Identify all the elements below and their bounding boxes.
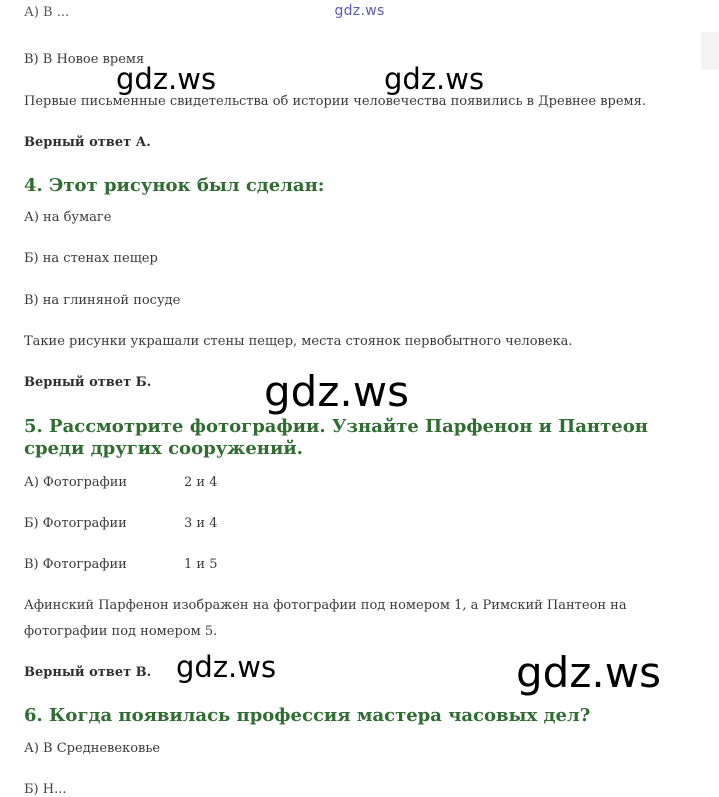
watermark: gdz.ws [516,648,661,697]
q5-option-a-value: 2 и 4 [184,475,218,490]
cut-off-text-top: А) В ... [24,5,70,20]
q5-option-c-label: В) Фотографии [24,557,127,572]
q4-answer: Верный ответ Б. [24,375,152,390]
site-logo: gdz.ws [334,3,385,19]
q5-option-b-value: 3 и 4 [184,516,218,531]
q3-option-c: В) В Новое время [24,52,145,67]
q5-option-c [24,552,217,578]
scroll-handle[interactable] [701,32,719,70]
q4-option-b: Б) на стенах пещер [24,251,158,266]
watermark: gdz.ws [176,650,277,684]
watermark: gdz.ws [116,62,217,96]
q5-option-b [24,511,217,537]
q5-answer: Верный ответ В. [24,665,152,680]
q5-option-a [24,470,217,496]
q5-option-c-value: 1 и 5 [184,557,218,572]
q5-title: 5. Рассмотрите фотографии. Узнайте Парфенон и Пантеон среди других сооружений. [24,416,648,459]
cut-off-text-bottom: Б) Н... [24,782,67,797]
q4-title: 4. Этот рисунок был сделан: [24,175,325,196]
q5-option-b-label: Б) Фотографии [24,516,127,531]
q4-option-c: В) на глиняной посуде [24,293,181,308]
watermark: gdz.ws [264,367,409,416]
q5-explanation: Афинский Парфенон изображен на фотографии под номером 1, а Римский Пантеон на фотографии под номером 5. [24,598,627,639]
q6-title: 6. Когда появилась профессия мастера часовых дел? [24,705,591,726]
q4-explanation: Такие рисунки украшали стены пещер, места стоянок первобытного человека. [24,334,573,349]
watermark: gdz.ws [384,62,485,96]
q5-option-a-label: А) Фотографии [24,475,128,490]
q3-answer: Верный ответ А. [24,135,151,150]
q3-explanation: Первые письменные свидетельства об истории человечества появились в Древнее время. [24,94,646,109]
q4-option-a: А) на бумаге [24,210,112,225]
q6-option-a: А) В Средневековье [24,741,161,756]
